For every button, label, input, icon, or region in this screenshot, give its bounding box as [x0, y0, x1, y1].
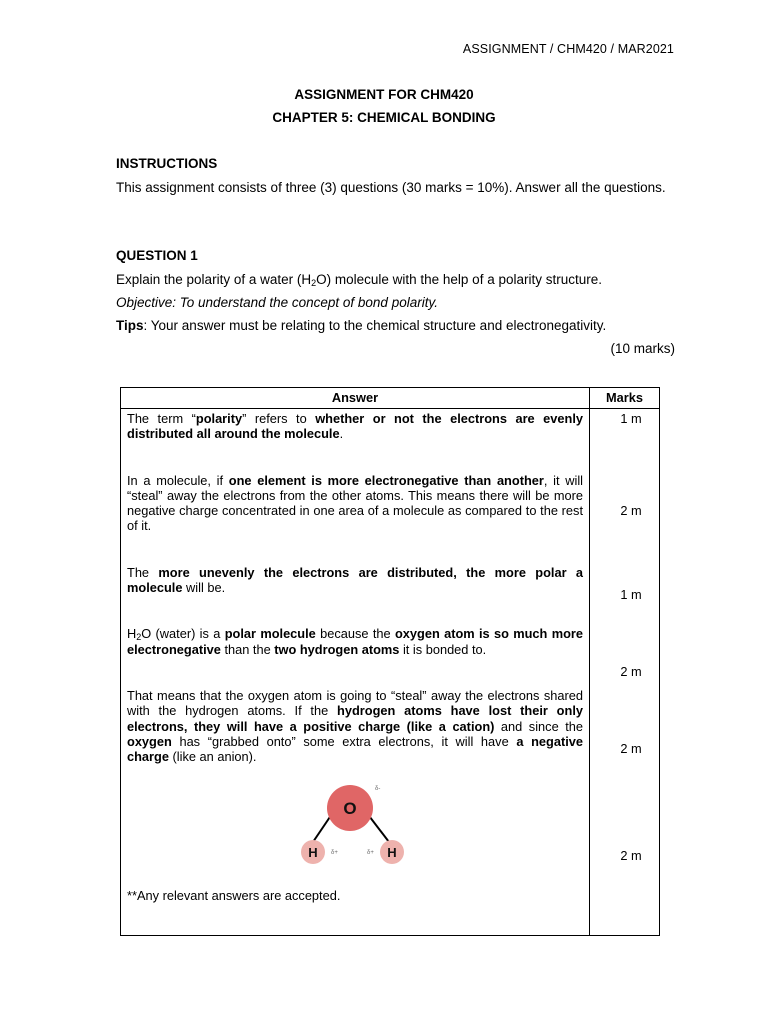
question1-marks: (10 marks)	[610, 341, 675, 356]
header-reference: ASSIGNMENT / CHM420 / MAR2021	[462, 42, 674, 56]
hydrogen-label-left: H	[308, 845, 318, 861]
question1-text: Explain the polarity of a water $(H_2O)$ molecule with the help of a polarity structure.	[116, 272, 602, 288]
chapter-title: CHAPTER 5: CHEMICAL BONDING	[272, 110, 496, 125]
answer-column-header: Answer	[121, 388, 590, 409]
marks-value: 2 m	[620, 664, 642, 679]
delta-plus-label-right: δ+	[367, 850, 374, 857]
answer-note: **Any relevant answers are accepted.	[127, 888, 341, 904]
marks-cell	[590, 409, 660, 936]
marks-value: 2 m	[620, 741, 642, 756]
delta-minus-label: δ-	[375, 786, 381, 793]
question1-tips: Tips: Your answer must be relating to the chemical structure and electronegativity.	[116, 318, 607, 333]
water-molecule-svg	[127, 778, 583, 872]
instructions-text: This assignment consists of three (3) questions (30 marks = 10%). Answer all the questions.	[116, 180, 666, 195]
answer-table	[120, 387, 660, 936]
question1-objective: Objective: To understand the concept of bond polarity.	[116, 295, 438, 310]
answer-paragraph-2: In a molecule, if one element is more electronegative than another, it will “steal” away the electrons from the other atoms. This means there will be more negative charge concentrated in one area of a molecule as compared to the rest of it.	[127, 472, 583, 534]
answer-cell	[121, 409, 590, 936]
answer-paragraph-5: That means that the oxygen atom is going to “steal” away the electrons shared with the hydrogen atoms. If the hydrogen atoms have lost their only electrons, they will have a positive charge (like a cation) and since the oxygen has “grabbed onto” some extra electrons, it will have a negative charge (like an anion).	[127, 687, 583, 765]
assignment-title: ASSIGNMENT FOR CHM420	[294, 87, 474, 102]
marks-value: 1 m	[620, 587, 642, 602]
table-row	[121, 409, 660, 936]
answer-paragraph-3: The more unevenly the electrons are distributed, the more polar a molecule will be.	[127, 564, 584, 596]
delta-plus-label-left: δ+	[331, 850, 338, 857]
marks-value: 2 m	[620, 503, 642, 518]
marks-value: 1 m	[620, 411, 642, 426]
answer-paragraph-1: The term “polarity” refers to whether or not the electrons are evenly distributed all around the molecule.	[127, 411, 583, 442]
marks-column-header: Marks	[590, 388, 660, 409]
oxygen-label: O	[343, 799, 357, 819]
answer-paragraph-4: $H_2O$ (water) is a polar molecule because the oxygen atom is so much more electronegative than the two hydrogen atoms it is bonded to.	[127, 626, 583, 657]
table-header-row	[121, 388, 660, 409]
water-polarity-diagram	[127, 778, 583, 872]
hydrogen-label-right: H	[387, 845, 397, 861]
instructions-heading: INSTRUCTIONS	[116, 156, 218, 171]
marks-value: 2 m	[620, 848, 642, 863]
question1-heading: QUESTION 1	[116, 248, 198, 263]
